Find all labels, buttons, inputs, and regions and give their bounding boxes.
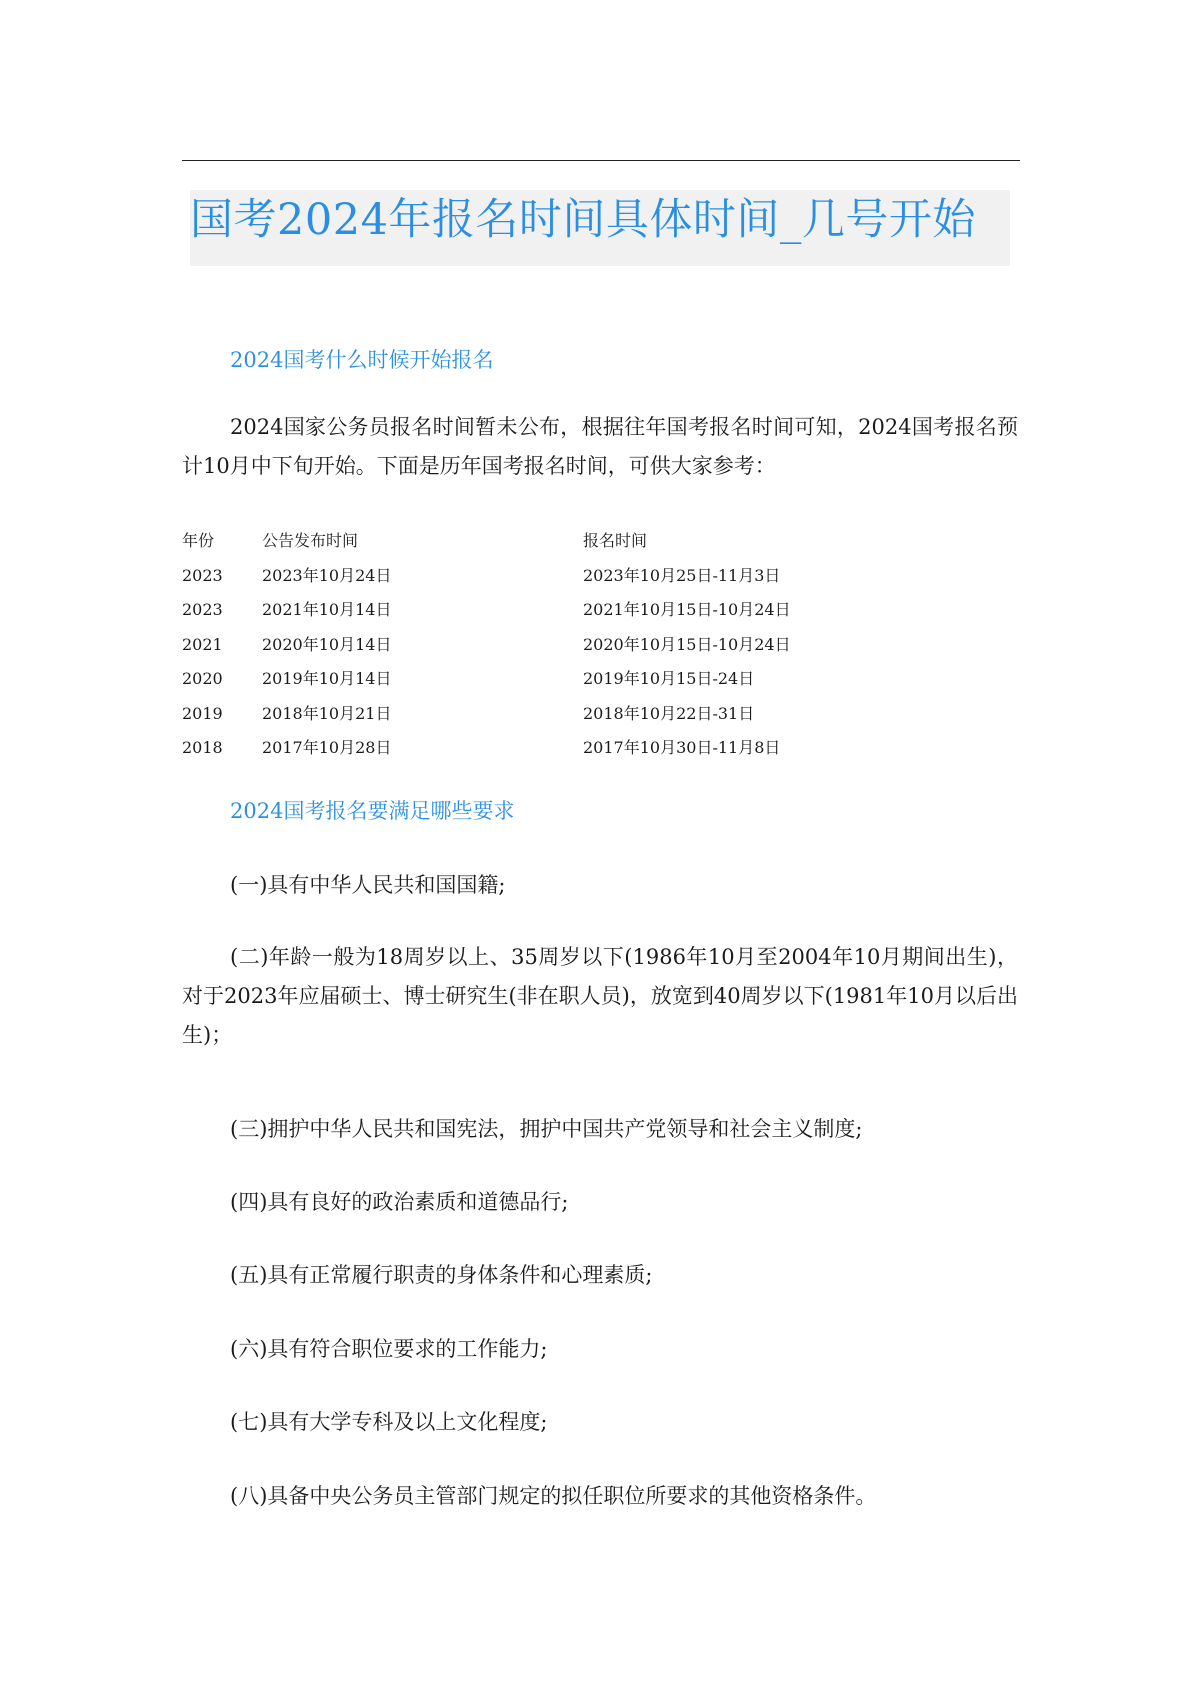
cell-registration-date: 2019年10月15日-24日 bbox=[583, 669, 755, 688]
requirement-item-7: (七)具有大学专科及以上文化程度; bbox=[230, 1410, 548, 1434]
section-heading-requirements: 2024国考报名要满足哪些要求 bbox=[230, 799, 515, 823]
section-heading-registration-time: 2024国考什么时候开始报名 bbox=[230, 348, 494, 372]
table-row bbox=[182, 559, 1018, 594]
requirement-item-3: (三)拥护中华人民共和国宪法，拥护中国共产党领导和社会主义制度; bbox=[230, 1117, 863, 1141]
cell-announce-date: 2019年10月14日 bbox=[262, 669, 392, 688]
requirement-item-4: (四)具有良好的政治素质和道德品行; bbox=[230, 1190, 569, 1214]
registration-schedule-table bbox=[182, 524, 1018, 766]
cell-announce-date: 2020年10月14日 bbox=[262, 634, 392, 654]
requirement-item-1: (一)具有中华人民共和国国籍; bbox=[230, 873, 506, 897]
table-row bbox=[182, 593, 1018, 628]
table-row bbox=[182, 628, 1018, 663]
cell-announce-date: 2017年10月28日 bbox=[262, 738, 392, 757]
cell-year: 2023 bbox=[182, 565, 223, 585]
cell-year: 2023 bbox=[182, 600, 223, 619]
cell-registration-date: 2017年10月30日-11月8日 bbox=[583, 738, 781, 757]
table-row bbox=[182, 662, 1018, 697]
requirement-item-8: (八)具备中央公务员主管部门规定的拟任职位所要求的其他资格条件。 bbox=[230, 1484, 877, 1508]
cell-registration-date: 2020年10月15日-10月24日 bbox=[583, 634, 791, 654]
header-registration-date: 报名时间 bbox=[583, 531, 648, 550]
cell-announce-date: 2018年10月21日 bbox=[262, 703, 392, 723]
table-row bbox=[182, 731, 1018, 766]
cell-announce-date: 2023年10月24日 bbox=[262, 565, 392, 585]
cell-year: 2021 bbox=[182, 634, 223, 654]
cell-announce-date: 2021年10月14日 bbox=[262, 600, 392, 619]
requirement-item-6: (六)具有符合职位要求的工作能力; bbox=[230, 1337, 548, 1361]
cell-year: 2020 bbox=[182, 669, 223, 688]
header-announce-date: 公告发布时间 bbox=[262, 531, 359, 550]
requirement-item-2: (二)年龄一般为18周岁以上、35周岁以下(1986年10月至2004年10月期间出生)，对于2023年应届硕士、博士研究生(非在职人员)，放宽到40周岁以下(1981年10月以后出生)； bbox=[182, 945, 1018, 1047]
cell-registration-date: 2018年10月22日-31日 bbox=[583, 703, 755, 723]
cell-registration-date: 2023年10月25日-11月3日 bbox=[583, 565, 781, 585]
top-divider bbox=[182, 160, 1020, 161]
cell-year: 2018 bbox=[182, 738, 223, 757]
table-header-row bbox=[182, 524, 1018, 559]
intro-paragraph: 2024国家公务员报名时间暂未公布，根据往年国考报名时间可知，2024国考报名预计10月中下旬开始。下面是历年国考报名时间，可供大家参考： bbox=[182, 415, 1018, 478]
cell-registration-date: 2021年10月15日-10月24日 bbox=[583, 600, 791, 619]
header-year: 年份 bbox=[182, 531, 215, 550]
requirement-item-5: (五)具有正常履行职责的身体条件和心理素质; bbox=[230, 1263, 653, 1287]
page-title: 国考2024年报名时间具体时间_几号开始 bbox=[190, 195, 976, 245]
cell-year: 2019 bbox=[182, 703, 223, 723]
table-row bbox=[182, 697, 1018, 732]
